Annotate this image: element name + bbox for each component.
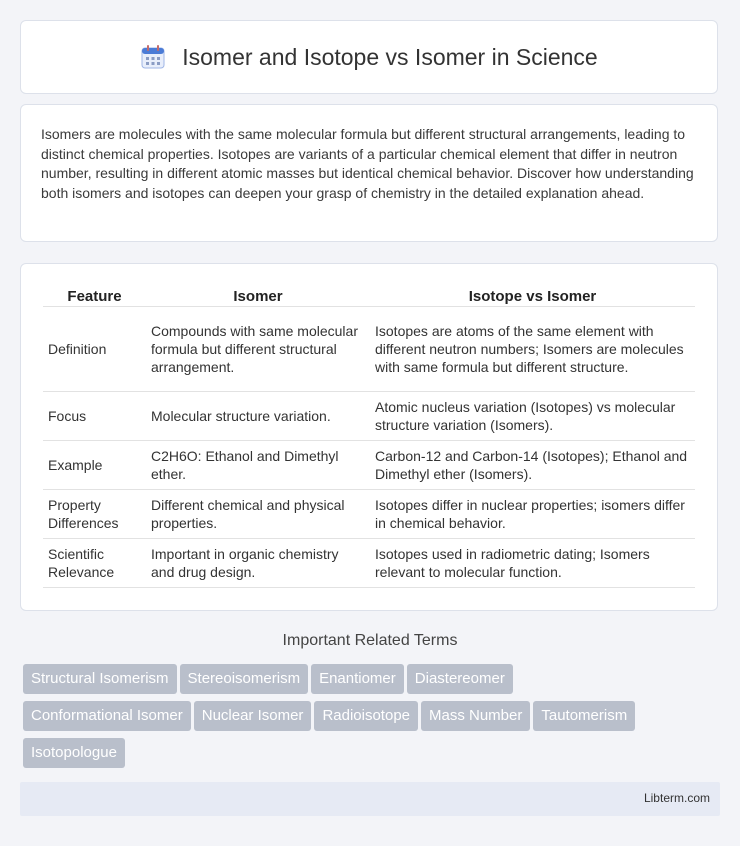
intro-text: Isomers are molecules with the same molecular formula but different structural arrangements, leading to distinct chemical properties. Isotopes are variants of a particular chemical element that differ in neutron number, resulting in different atomic masses but identical chemical behavior. Discover how understanding both isomers and isotopes can deepen your grasp of chemistry in the detailed explanation ahead. (41, 126, 694, 201)
header-isotope-vs-isomer: Isotope vs Isomer (370, 286, 695, 307)
related-terms-title: Important Related Terms (282, 632, 458, 649)
page-title: Isomer and Isotope vs Isomer in Science (182, 43, 598, 70)
tag-isotopologue[interactable]: Isotopologue (23, 738, 125, 768)
footer-brand[interactable]: Libterm.com (643, 791, 710, 805)
related-terms-list (23, 664, 723, 775)
isotope-vs-isomer-cell: Carbon-12 and Carbon-14 (Isotopes); Ethanol and Dimethyl ether (Isomers). (370, 441, 695, 490)
isomer-cell: Molecular structure variation. (146, 392, 370, 441)
isotope-vs-isomer-cell: Isotopes differ in nuclear properties; isomers differ in chemical behavior. (370, 490, 695, 539)
tag-enantiomer[interactable]: Enantiomer (311, 664, 404, 694)
table-row (43, 539, 695, 588)
table-row (43, 490, 695, 539)
isotope-vs-isomer-cell: Isotopes are atoms of the same element with different neutron numbers; Isomers are molecules with same formula but different structure. (370, 307, 695, 392)
table-row (43, 441, 695, 490)
isomer-cell: C2H6O: Ethanol and Dimethyl ether. (146, 441, 370, 490)
feature-cell: Definition (43, 307, 146, 392)
isomer-cell: Compounds with same molecular formula but different structural arrangement. (146, 307, 370, 392)
table-header-row (43, 286, 695, 307)
tag-structural-isomerism[interactable]: Structural Isomerism (23, 664, 177, 694)
comparison-table (43, 286, 695, 588)
footer (20, 782, 720, 816)
isomer-cell: Important in organic chemistry and drug design. (146, 539, 370, 588)
calendar-icon (140, 44, 166, 70)
tag-mass-number[interactable]: Mass Number (421, 701, 530, 731)
tag-tautomerism[interactable]: Tautomerism (533, 701, 635, 731)
comparison-table-card (20, 263, 718, 611)
table-row (43, 307, 695, 392)
header-isomer: Isomer (146, 286, 370, 307)
tag-conformational-isomer[interactable]: Conformational Isomer (23, 701, 191, 731)
tag-diastereomer[interactable]: Diastereomer (407, 664, 513, 694)
feature-cell: Example (43, 441, 146, 490)
feature-cell: Focus (43, 392, 146, 441)
header-feature: Feature (43, 286, 146, 307)
table-row (43, 392, 695, 441)
header-card (20, 20, 718, 94)
tag-radioisotope[interactable]: Radioisotope (314, 701, 418, 731)
tag-nuclear-isomer[interactable]: Nuclear Isomer (194, 701, 312, 731)
intro-card (20, 104, 718, 242)
isotope-vs-isomer-cell: Isotopes used in radiometric dating; Isomers relevant to molecular function. (370, 539, 695, 588)
isomer-cell: Different chemical and physical properties. (146, 490, 370, 539)
feature-cell: Property Differences (43, 490, 146, 539)
feature-cell: Scientific Relevance (43, 539, 146, 588)
isotope-vs-isomer-cell: Atomic nucleus variation (Isotopes) vs molecular structure variation (Isomers). (370, 392, 695, 441)
tag-stereoisomerism[interactable]: Stereoisomerism (180, 664, 309, 694)
